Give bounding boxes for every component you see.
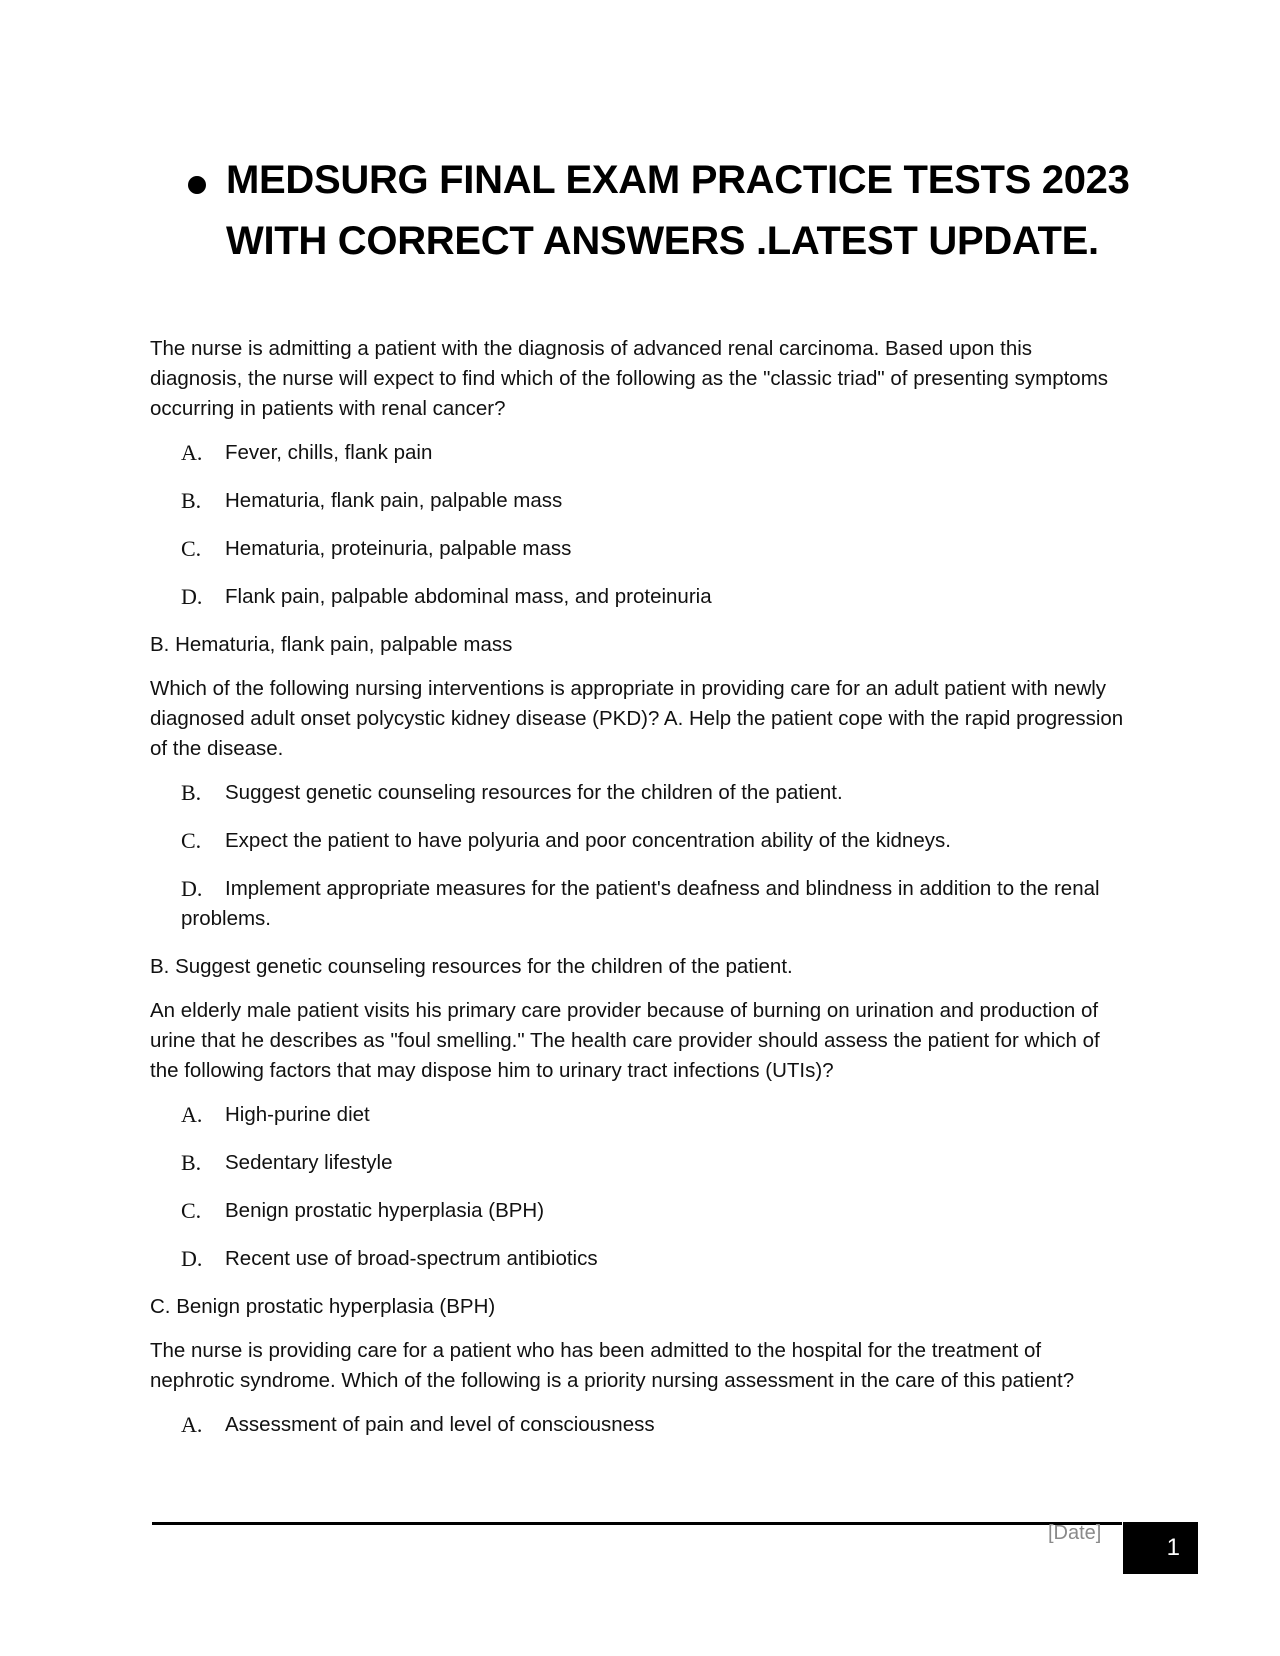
- answer-option: [181, 1196, 1125, 1226]
- option-letter: C.: [181, 536, 202, 561]
- title-line-2: WITH CORRECT ANSWERS .LATEST UPDATE.: [226, 219, 1099, 263]
- answer-option: [181, 1410, 1125, 1440]
- answer-option: [181, 486, 1125, 516]
- option-letter: D.: [181, 584, 203, 609]
- option-letter: A.: [181, 440, 203, 465]
- bullet-icon: [188, 176, 206, 194]
- option-letter: B.: [181, 488, 202, 513]
- option-text: High-purine diet: [225, 1103, 370, 1126]
- page-number: 1: [1123, 1522, 1198, 1574]
- answer-option: [181, 1100, 1125, 1130]
- option-text: Implement appropriate measures for the patient's deafness and blindness in addition to the renal problems.: [181, 877, 1100, 930]
- title-heading: [226, 150, 1140, 272]
- option-text: Hematuria, proteinuria, palpable mass: [225, 537, 572, 560]
- option-text: Expect the patient to have polyuria and poor concentration ability of the kidneys.: [225, 829, 951, 852]
- answer-option: [181, 874, 1125, 934]
- option-text: Suggest genetic counseling resources for the children of the patient.: [225, 781, 843, 804]
- option-text: Fever, chills, flank pain: [225, 441, 433, 464]
- option-letter: D.: [181, 876, 203, 901]
- question-text: The nurse is admitting a patient with the diagnosis of advanced renal carcinoma. Based upon this diagnosis, the nurse will expect to find which of the following as the "classic triad" of presenting symptoms occurring in patients with renal cancer?: [150, 337, 1109, 420]
- answer-option: [181, 438, 1125, 468]
- answer-option: [181, 582, 1125, 612]
- option-text: Assessment of pain and level of consciousness: [225, 1413, 655, 1436]
- title-line-1: MEDSURG FINAL EXAM PRACTICE TESTS 2023: [226, 158, 1130, 202]
- option-text: Flank pain, palpable abdominal mass, and proteinuria: [225, 585, 712, 608]
- option-letter: D.: [181, 1246, 203, 1271]
- answer-option: [181, 826, 1125, 856]
- correct-answer: B. Hematuria, flank pain, palpable mass: [150, 633, 513, 656]
- option-letter: C.: [181, 828, 202, 853]
- option-letter: A.: [181, 1412, 203, 1437]
- option-text: Sedentary lifestyle: [225, 1151, 393, 1174]
- question-text: The nurse is providing care for a patient who has been admitted to the hospital for the treatment of nephrotic syndrome. Which of the following is a priority nursing assessment in the care of this patient?: [150, 1339, 1075, 1392]
- question-text: An elderly male patient visits his primary care provider because of burning on urination and production of urine that he describes as "foul smelling." The health care provider should assess the patient for which of the following factors that may dispose him to urinary tract infections (UTIs)?: [150, 999, 1100, 1082]
- document-title: [180, 150, 1140, 272]
- footer-rule: [152, 1522, 1122, 1525]
- option-text: Hematuria, flank pain, palpable mass: [225, 489, 563, 512]
- correct-answer: B. Suggest genetic counseling resources for the children of the patient.: [150, 955, 793, 978]
- correct-answer: C. Benign prostatic hyperplasia (BPH): [150, 1295, 496, 1318]
- option-text: Recent use of broad-spectrum antibiotics: [225, 1247, 598, 1270]
- answer-option: [181, 1244, 1125, 1274]
- option-letter: C.: [181, 1198, 202, 1223]
- option-letter: B.: [181, 780, 202, 805]
- question-text: Which of the following nursing interventions is appropriate in providing care for an adult patient with newly diagnosed adult onset polycystic kidney disease (PKD)? A. Help the patient cope with the rapid progression of the disease.: [150, 677, 1124, 760]
- answer-option: [181, 778, 1125, 808]
- answer-option: [181, 534, 1125, 564]
- document-body: [150, 334, 1125, 1458]
- option-letter: B.: [181, 1150, 202, 1175]
- footer-date: [Date]: [1048, 1522, 1102, 1544]
- option-text: Benign prostatic hyperplasia (BPH): [225, 1199, 545, 1222]
- option-letter: A.: [181, 1102, 203, 1127]
- answer-option: [181, 1148, 1125, 1178]
